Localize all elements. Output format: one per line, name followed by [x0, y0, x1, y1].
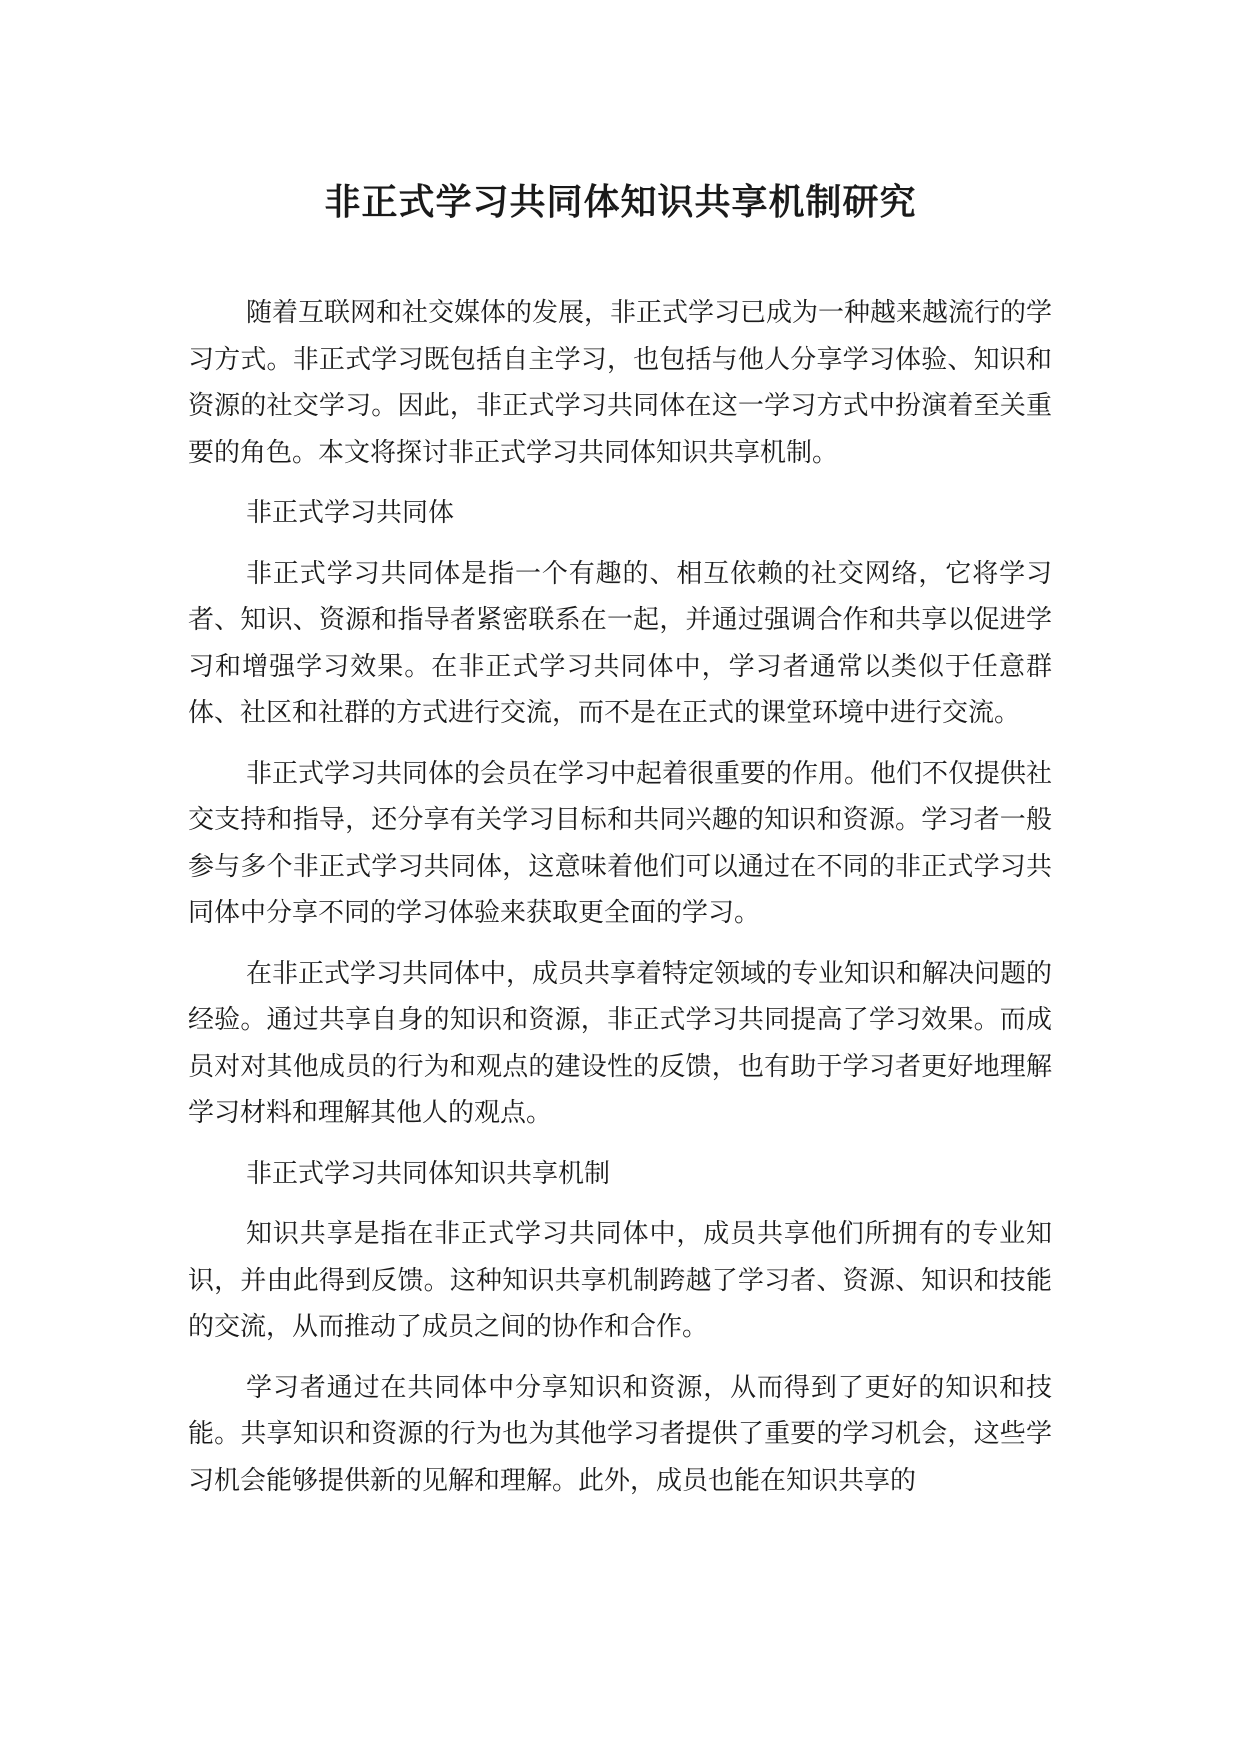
document-title: 非正式学习共同体知识共享机制研究	[324, 182, 917, 223]
paragraph-mechanism-benefits: 学习者通过在共同体中分享知识和资源，从而得到了更好的知识和技能。共享知识和资源的行为也为其他学习者提供了重要的学习机会，这些学习机会能够提供新的见解和理解。此外，成员也能在知识共享的	[188, 1372, 1052, 1496]
document-body	[188, 290, 1052, 1518]
section-heading-mechanism: 非正式学习共同体知识共享机制	[246, 1158, 611, 1189]
paragraph-community-members: 非正式学习共同体的会员在学习中起着很重要的作用。他们不仅提供社交支持和指导，还分享有关学习目标和共同兴趣的知识和资源。学习者一般参与多个非正式学习共同体，这意味着他们可以通过在不同的非正式学习共同体中分享不同的学习体验来获取更全面的学习。	[188, 758, 1053, 928]
paragraph-intro: 随着互联网和社交媒体的发展，非正式学习已成为一种越来越流行的学习方式。非正式学习既包括自主学习，也包括与他人分享学习体验、知识和资源的社交学习。因此，非正式学习共同体在这一学习方式中扮演着至关重要的角色。本文将探讨非正式学习共同体知识共享机制。	[188, 298, 1053, 468]
paragraph-community-sharing: 在非正式学习共同体中，成员共享着特定领域的专业知识和解决问题的经验。通过共享自身的知识和资源，非正式学习共同提高了学习效果。而成员对对其他成员的行为和观点的建设性的反馈，也有助于学习者更好地理解学习材料和理解其他人的观点。	[188, 958, 1053, 1128]
section-heading-community: 非正式学习共同体	[246, 498, 455, 528]
paragraph-community-definition: 非正式学习共同体是指一个有趣的、相互依赖的社交网络，它将学习者、知识、资源和指导者紧密联系在一起，并通过强调合作和共享以促进学习和增强学习效果。在非正式学习共同体中，学习者通常以类似于任意群体、社区和社群的方式进行交流，而不是在正式的课堂环境中进行交流。	[188, 558, 1052, 728]
paragraph-mechanism-definition: 知识共享是指在非正式学习共同体中，成员共享他们所拥有的专业知识，并由此得到反馈。这种知识共享机制跨越了学习者、资源、知识和技能的交流，从而推动了成员之间的协作和合作。	[188, 1219, 1052, 1342]
